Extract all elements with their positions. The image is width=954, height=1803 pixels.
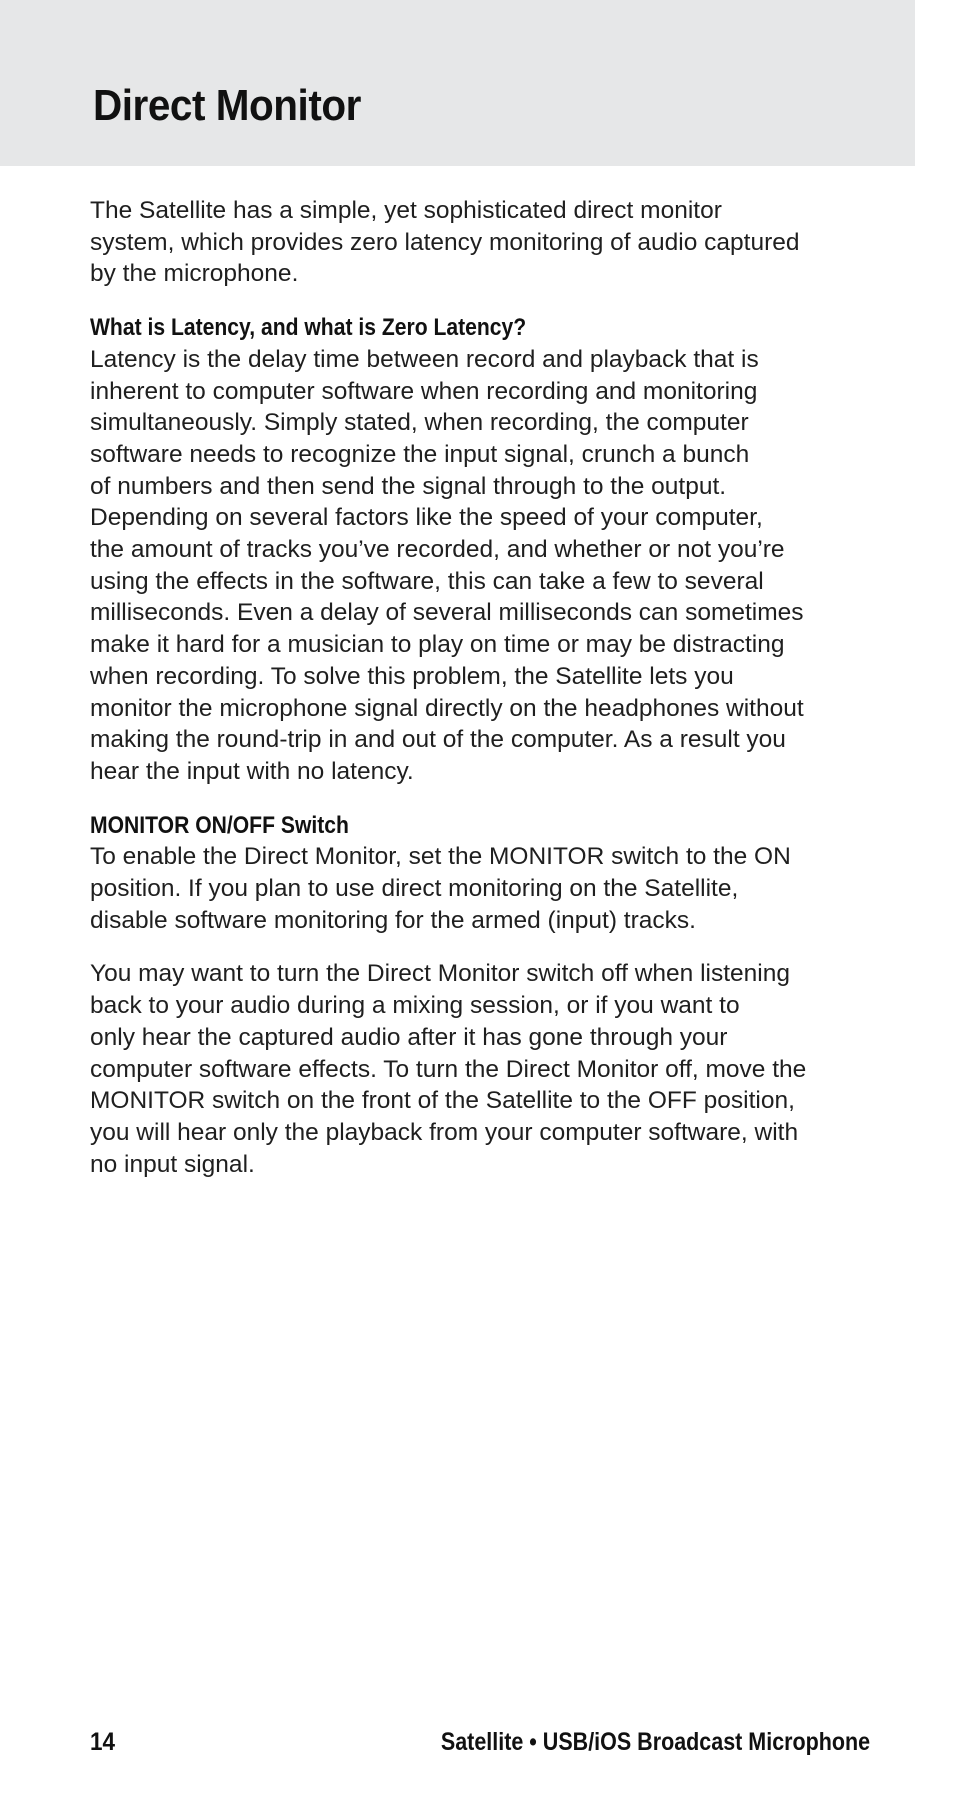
section-latency (90, 312, 890, 788)
page-number: 14 (90, 1728, 116, 1756)
section-paragraph-monitor-disable: You may want to turn the Direct Monitor switch off when listening back to your audio during a mixing session, or if you want to only hear the captured audio after it has gone through your computer software effects. To turn the Direct Monitor off, move the MONITOR switch on the front of the Satellite to the OFF position, you will hear only the playback from your computer software, with no input signal. (90, 960, 807, 1178)
section-paragraph-latency: Latency is the delay time between record and playback that is inherent to computer software when recording and monitoring simultaneously. Simply stated, when recording, the computer software needs to recognize the input signal, crunch a bunch of numbers and then send the signal through to the output. Depending on several factors like the speed of your computer, the amount of tracks you’ve recorded, and whether or not you’re using the effects in the software, this can take a few to several milliseconds. Even a delay of several milliseconds can sometimes make it hard for a musician to play on time or may be distracting when recording. To solve this problem, the Satellite lets you monitor the microphone signal directly on the headphones without making the round-trip in and out of the computer. As a result you hear the input with no latency. (90, 345, 804, 785)
page-footer (90, 1726, 870, 1758)
header-band (0, 0, 915, 166)
section-monitor-switch (90, 810, 890, 937)
document-body (90, 195, 890, 1202)
section-heading-monitor-switch: MONITOR ON/OFF Switch (90, 811, 349, 839)
footer-product-line: Satellite • USB/iOS Broadcast Microphone (440, 1728, 870, 1756)
page-title: Direct Monitor (93, 81, 361, 130)
section-heading-latency: What is Latency, and what is Zero Latency? (90, 314, 527, 342)
section-paragraph-monitor-enable: To enable the Direct Monitor, set the MONITOR switch to the ON position. If you plan to use direct monitoring on the Satellite, disable software monitoring for the armed (input) tracks. (90, 843, 791, 934)
intro-paragraph: The Satellite has a simple, yet sophisticated direct monitor system, which provides zero latency monitoring of audio captured by the microphone. (90, 197, 800, 288)
